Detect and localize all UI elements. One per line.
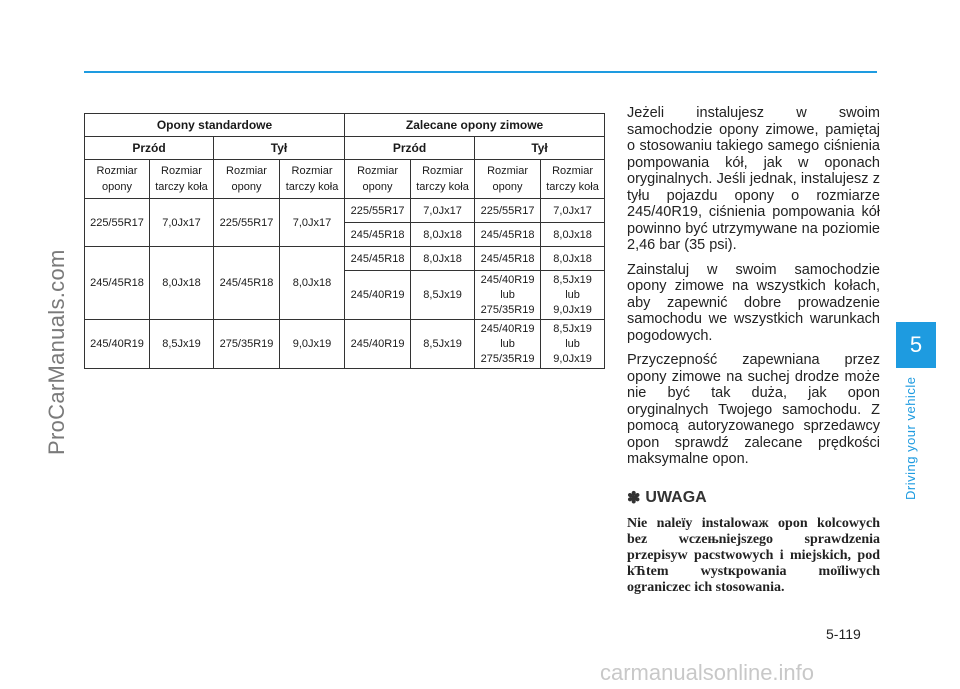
- winter-size-cell: 245/40R19: [345, 271, 411, 320]
- tire-size-table: [84, 113, 605, 369]
- header-winter-tires: Zalecane opony zimowe: [345, 114, 605, 137]
- subheader-wheel-size: Rozmiar tarczy koła: [541, 160, 605, 199]
- winter-size-cell: 8,5Jx19: [411, 320, 475, 369]
- winter-size-cell: 8,0Jx18: [541, 247, 605, 271]
- chapter-label: Driving your vehicle: [903, 376, 918, 500]
- subheader-wheel-size: Rozmiar tarczy koła: [411, 160, 475, 199]
- standard-size-cell: 275/35R19: [214, 320, 280, 369]
- chapter-number-tab: 5: [896, 322, 936, 368]
- winter-size-cell: 225/55R17: [475, 199, 541, 223]
- header-std-front: Przód: [85, 137, 214, 160]
- standard-size-cell: 7,0Jx17: [280, 199, 345, 247]
- winter-size-cell: 8,5Jx19 lub 9,0Jx19: [541, 320, 605, 369]
- subheader-tire-size: Rozmiar opony: [85, 160, 150, 199]
- subheader-tire-size: Rozmiar opony: [345, 160, 411, 199]
- winter-size-cell: 245/40R19 lub 275/35R19: [475, 320, 541, 369]
- page-number: 5-119: [826, 626, 861, 642]
- subheader-tire-size: Rozmiar opony: [475, 160, 541, 199]
- winter-size-cell: 245/45R18: [345, 247, 411, 271]
- header-winter-front: Przód: [345, 137, 475, 160]
- winter-size-cell: 8,0Jx18: [411, 223, 475, 247]
- standard-size-cell: 245/45R18: [214, 247, 280, 320]
- tire-table-body: [85, 199, 605, 369]
- winter-size-cell: 245/45R18: [345, 223, 411, 247]
- standard-size-cell: 245/40R19: [85, 320, 150, 369]
- notice-body: Nie naleïy instalowaж opon kolcowych bez wczeњniejszego sprawdzenia przepisyw pacstwowych i miejskich, pod kЋtem wystкpowania moїliwych ograniczec ich stosowania.: [627, 515, 880, 595]
- header-winter-rear: Tył: [475, 137, 605, 160]
- winter-size-cell: 225/55R17: [345, 199, 411, 223]
- subheader-wheel-size: Rozmiar tarczy koła: [150, 160, 214, 199]
- standard-size-cell: 225/55R17: [214, 199, 280, 247]
- standard-size-cell: 8,5Jx19: [150, 320, 214, 369]
- winter-size-cell: 245/45R18: [475, 247, 541, 271]
- side-watermark: ProCarManuals.com: [44, 249, 69, 455]
- subheader-wheel-size: Rozmiar tarczy koła: [280, 160, 345, 199]
- winter-size-cell: 8,0Jx18: [411, 247, 475, 271]
- winter-size-cell: 7,0Jx17: [411, 199, 475, 223]
- notice-heading: [627, 488, 880, 508]
- header-std-rear: Tył: [214, 137, 345, 160]
- table-row: [85, 247, 605, 271]
- winter-size-cell: 8,5Jx19: [411, 271, 475, 320]
- winter-size-cell: 245/40R19 lub 275/35R19: [475, 271, 541, 320]
- text-column: [627, 105, 880, 596]
- paragraph-all-wheels: Zainstaluj w swoim samochodzie opony zimowe na wszystkich kołach, aby zapewnić dobre prowadzenie samochodu we wszystkich warunkach pogodowych.: [627, 261, 880, 344]
- winter-size-cell: 245/40R19: [345, 320, 411, 369]
- bottom-watermark: carmanualsonline.info: [600, 660, 815, 685]
- notice-title: UWAGA: [645, 488, 707, 506]
- paragraph-winter-pressure: Jeżeli instalujesz w swoim samochodzie opony zimowe, pamiętaj o stosowaniu takiego samego ciśnienia pompowania kół, jak w oponach oryginalnych. Jeśli jednak, instalujesz z tyłu pojazdu opony o rozmiarze 245/40R19, ciśnienia pompowania kół powinno być utrzymywane na poziomie 2,46 bar (35 psi).: [627, 105, 880, 253]
- standard-size-cell: 7,0Jx17: [150, 199, 214, 247]
- paragraph-traction: Przyczepność zapewniana przez opony zimowe na suchej drodze może nie być tak duża, jak opon oryginalnych Twojego samochodu. Z pomocą autoryzowanego sprzedawcy opon sprawdź zalecane prędkości maksymalne opon.: [627, 352, 880, 467]
- standard-size-cell: 8,0Jx18: [280, 247, 345, 320]
- winter-size-cell: 8,5Jx19 lub 9,0Jx19: [541, 271, 605, 320]
- winter-size-cell: 8,0Jx18: [541, 223, 605, 247]
- winter-size-cell: 245/45R18: [475, 223, 541, 247]
- notice-asterisk-icon: ✽: [627, 489, 641, 507]
- subheader-tire-size: Rozmiar opony: [214, 160, 280, 199]
- standard-size-cell: 225/55R17: [85, 199, 150, 247]
- table-row: [85, 320, 605, 369]
- standard-size-cell: 9,0Jx19: [280, 320, 345, 369]
- standard-size-cell: 8,0Jx18: [150, 247, 214, 320]
- standard-size-cell: 245/45R18: [85, 247, 150, 320]
- header-standard-tires: Opony standardowe: [85, 114, 345, 137]
- table-row: [85, 199, 605, 223]
- top-rule: [84, 71, 877, 73]
- winter-size-cell: 7,0Jx17: [541, 199, 605, 223]
